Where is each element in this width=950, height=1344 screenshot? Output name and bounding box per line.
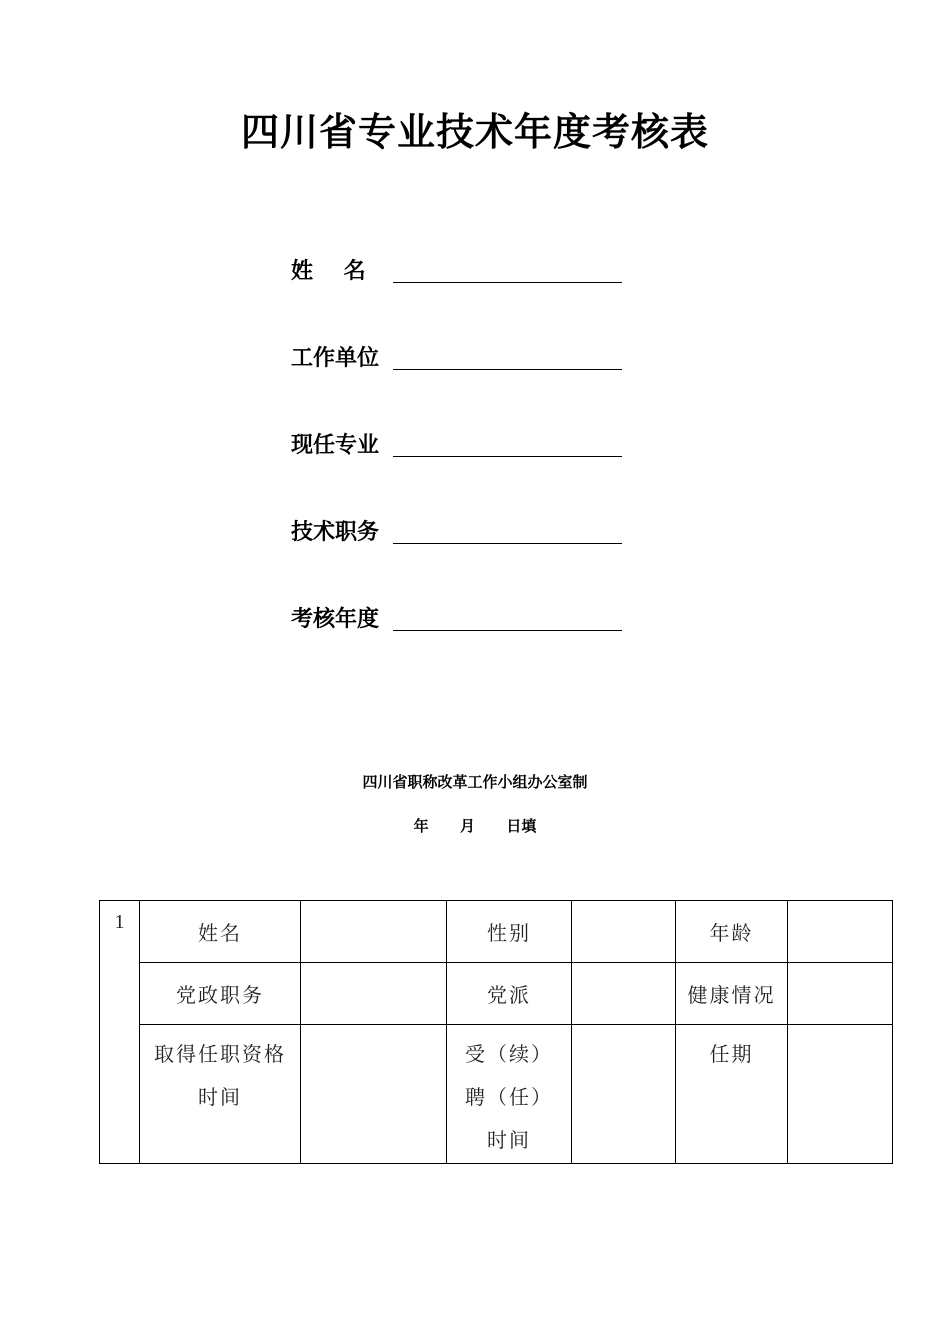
document-title: 四川省专业技术年度考核表 bbox=[240, 110, 709, 154]
assessment-year-field bbox=[291, 600, 622, 634]
current-specialty-fill-line[interactable] bbox=[393, 456, 622, 457]
party-header-cell: 党派 bbox=[447, 963, 572, 1025]
appointment-time-line3: 时间 bbox=[487, 1128, 531, 1152]
technical-post-fill-line[interactable] bbox=[393, 543, 622, 544]
current-specialty-field bbox=[291, 426, 622, 460]
term-value-cell[interactable] bbox=[788, 1025, 893, 1164]
qualification-time-header-cell bbox=[140, 1025, 301, 1164]
health-header-cell: 健康情况 bbox=[676, 963, 788, 1025]
table-row bbox=[100, 901, 893, 963]
table-row bbox=[100, 963, 893, 1025]
appointment-time-line2: 聘（任） bbox=[465, 1085, 553, 1109]
age-header-cell: 年龄 bbox=[676, 901, 788, 963]
assessment-year-label: 考核年度 bbox=[291, 607, 380, 632]
age-value-cell[interactable] bbox=[788, 901, 893, 963]
name-field bbox=[291, 252, 622, 286]
party-position-header-cell: 党政职务 bbox=[140, 963, 301, 1025]
health-value-cell[interactable] bbox=[788, 963, 893, 1025]
qualification-time-value-cell[interactable] bbox=[301, 1025, 447, 1164]
technical-post-label: 技术职务 bbox=[291, 520, 380, 545]
name-header-cell: 姓名 bbox=[140, 901, 301, 963]
term-header-cell: 任期 bbox=[676, 1025, 788, 1164]
date-fill-text: 年 月 日填 bbox=[413, 817, 537, 835]
party-position-value-cell[interactable] bbox=[301, 963, 447, 1025]
appointment-time-header-cell bbox=[447, 1025, 572, 1164]
current-specialty-label: 现任专业 bbox=[291, 433, 380, 458]
appointment-time-line1: 受（续） bbox=[465, 1042, 553, 1066]
table-row bbox=[100, 1025, 893, 1164]
work-unit-label: 工作单位 bbox=[291, 346, 380, 371]
personal-info-table bbox=[99, 900, 893, 1164]
qualification-time-line2: 时间 bbox=[198, 1085, 242, 1109]
section-number: 1 bbox=[100, 901, 140, 1164]
name-fill-line[interactable] bbox=[393, 282, 622, 283]
work-unit-field bbox=[291, 339, 622, 373]
work-unit-fill-line[interactable] bbox=[393, 369, 622, 370]
technical-post-field bbox=[291, 513, 622, 547]
issuer-text: 四川省职称改革工作小组办公室制 bbox=[362, 773, 588, 791]
assessment-year-fill-line[interactable] bbox=[393, 630, 622, 631]
name-label: 姓 名 bbox=[291, 259, 366, 284]
qualification-time-line1: 取得任职资格 bbox=[154, 1042, 286, 1066]
party-value-cell[interactable] bbox=[572, 963, 676, 1025]
gender-value-cell[interactable] bbox=[572, 901, 676, 963]
gender-header-cell: 性别 bbox=[447, 901, 572, 963]
appointment-time-value-cell[interactable] bbox=[572, 1025, 676, 1164]
name-value-cell[interactable] bbox=[301, 901, 447, 963]
